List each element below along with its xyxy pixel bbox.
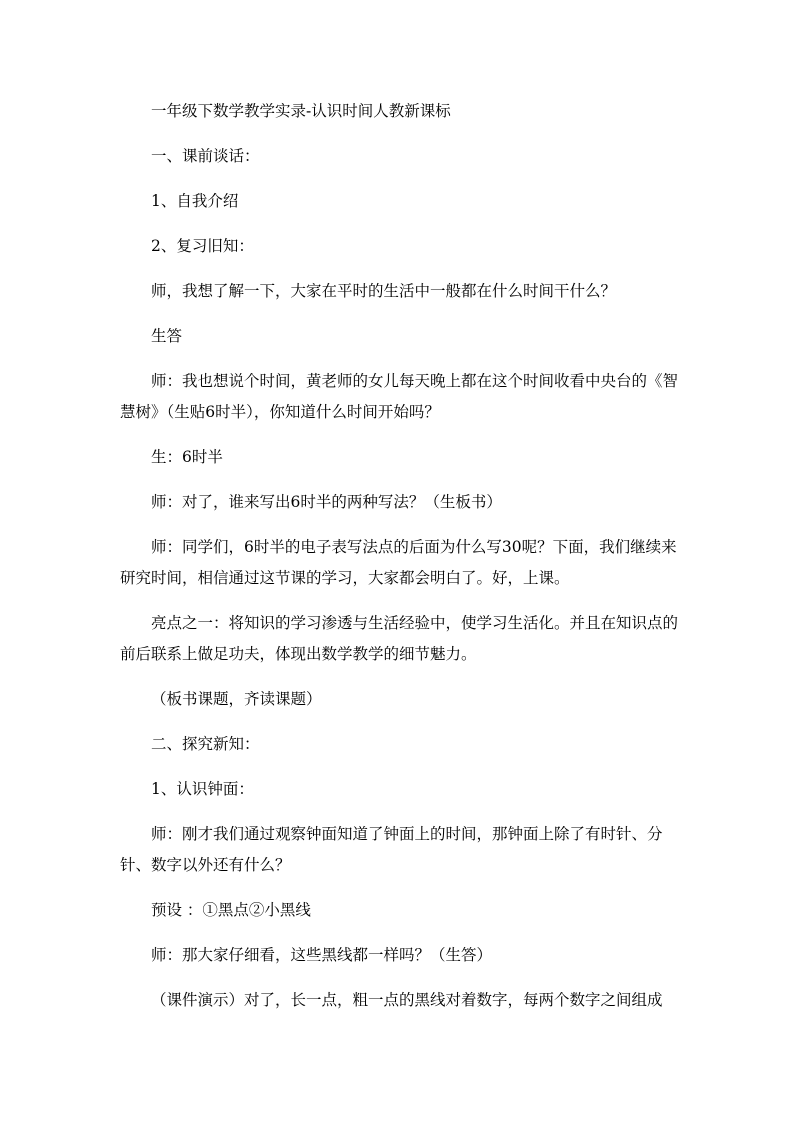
list-item-review: 2、复习旧知： [151,237,254,255]
section-heading-pre-class-talk: 一、课前谈话： [151,147,260,165]
section-heading-explore: 二、探究新知： [151,735,260,753]
paragraph: 师：对了，谁来写出6时半的两种写法？（生板书） [151,493,502,511]
document-body [120,96,680,1030]
document-title: 一年级下数学教学实录-认识时间人教新课标 [151,102,451,120]
paragraph: （板书课题，齐读课题） [151,690,322,708]
paragraph: （课件演示）对了，长一点，粗一点的黑线对着数字，每两个数字之间组成 [151,991,663,1009]
paragraph: 师：同学们，6时半的电子表写法点的后面为什么写30呢？下面，我们继续来研究时间，相信通过这节课的学习，大家都会明白了。好，上课。 [120,538,677,587]
paragraph: 师：我也想说个时间，黄老师的女儿每天晚上都在这个时间收看中央台的《智慧树》（生贴6时半），你知道什么时间开始吗？ [120,372,679,421]
list-item-clock-face: 1、认识钟面： [151,780,254,798]
paragraph: 师：那大家仔细看，这些黑线都一样吗？（生答） [151,946,493,964]
paragraph: 生答 [151,327,183,345]
list-item-self-intro: 1、自我介绍 [151,192,239,210]
paragraph: 生：6时半 [151,448,223,466]
paragraph: 师，我想了解一下，大家在平时的生活中一般都在什么时间干什么？ [151,282,617,300]
highlight-note: 亮点之一：将知识的学习渗透与生活经验中，使学习生活化。并且在知识点的前后联系上做足功夫，体现出数学教学的细节魅力。 [120,614,679,663]
paragraph: 师：刚才我们通过观察钟面知道了钟面上的时间，那钟面上除了有时针、分针、数字以外还有什么？ [120,825,663,874]
paragraph: 预设 ：①黑点②小黑线 [151,901,311,919]
